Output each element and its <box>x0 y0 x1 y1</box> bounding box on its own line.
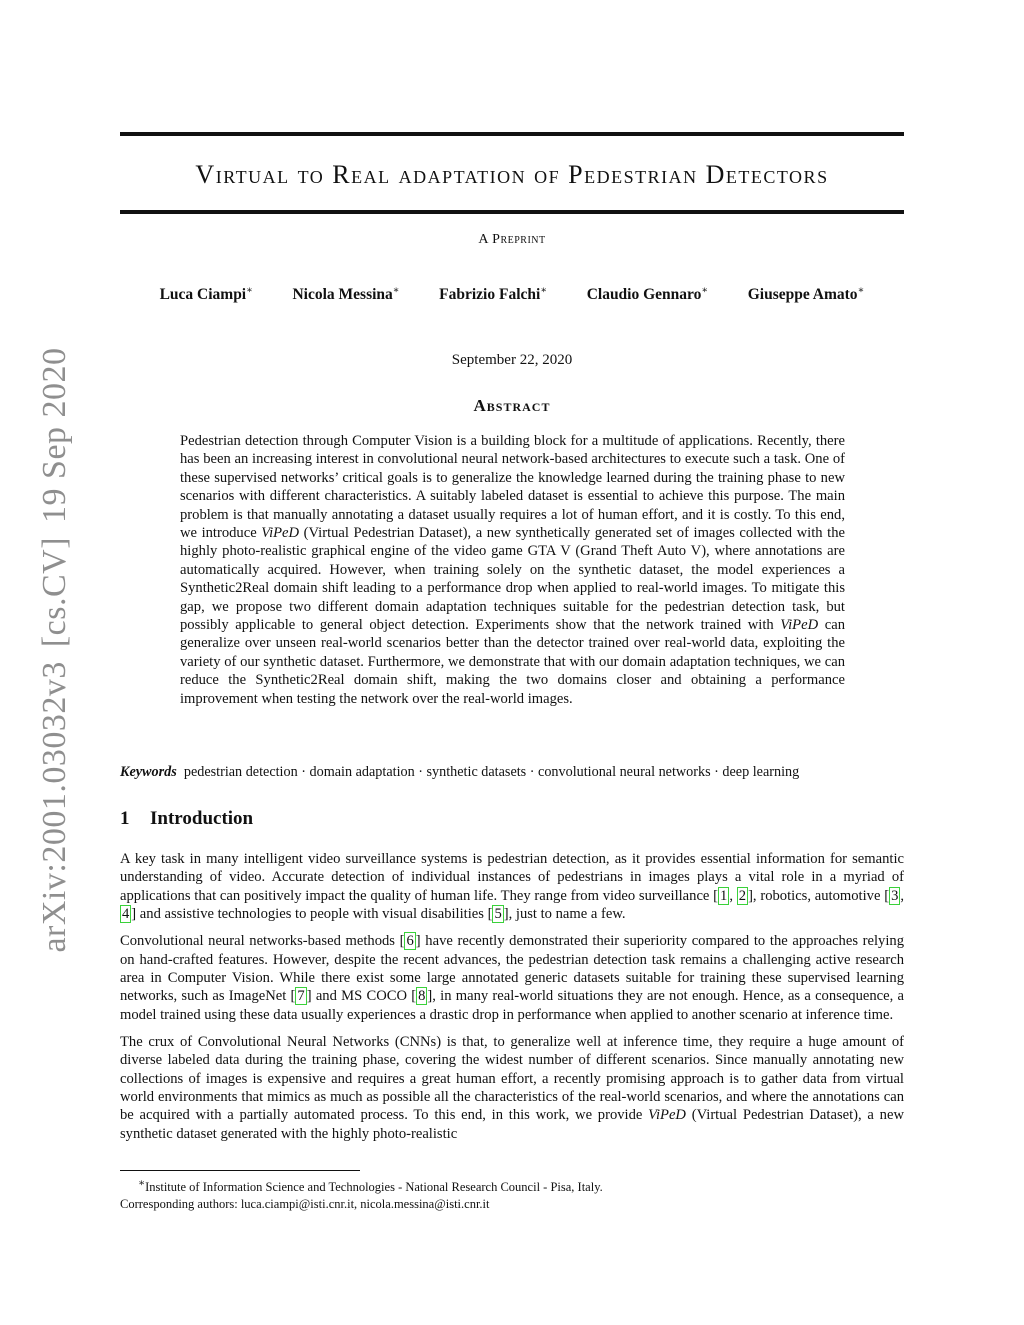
citation-link[interactable]: 1 <box>720 887 728 904</box>
author: Luca Ciampi∗ <box>159 285 253 304</box>
arxiv-date: 19 Sep 2020 <box>36 347 73 523</box>
arxiv-id: arXiv:2001.03032v3 <box>36 661 73 953</box>
footnote-rule <box>120 1170 360 1171</box>
preprint-label: A Preprint <box>478 232 546 247</box>
publication-date: September 22, 2020 <box>451 352 573 368</box>
citation-link[interactable]: 2 <box>738 887 747 904</box>
section-heading <box>120 808 253 830</box>
section-body <box>120 850 904 1152</box>
citation-link[interactable]: 6 <box>406 933 414 950</box>
footnote-affiliation: ∗Institute of Information Science and Technologies - National Research Council - Pisa, Italy. <box>138 1178 603 1195</box>
paper-title: Virtual to Real adaptation of Pedestrian Detectors <box>195 160 829 189</box>
section-number: 1 <box>120 808 130 829</box>
section-title: Introduction <box>150 808 254 829</box>
paragraph: A key task in many intelligent video surveillance systems is pedestrian detection, as it provides essential information for semantic understanding of video. Accurate detection of individual instances of pedestrians in images plays a vital role in a myriad of applications that can positively impact the quality of human life. They range from video surveillance [ 1 , 2 ], robotics, automotive [ 3 , 4 ] and assistive technologies to people with visual disabilities [ 5 ], just to name a few. <box>120 851 905 923</box>
citation-link[interactable]: 8 <box>418 988 426 1005</box>
paragraph: Convolutional neural networks-based methods [ 6 ] have recently demonstrated their superiority compared to the approaches relying on hand-crafted features. However, despite the recent advances, the pedestrian detection task remains a challenging active research area in Computer Vision. While there exist some large annotated generic datasets suitable for training these supervised learning networks, such as ImageNet [ 7 ] and MS COCO [ 8 ], in many real-world situations they are not enough. Hence, as a consequence, a model trained using these data usually experiences a drastic drop in performance when applied to another scenario at inference time. <box>120 933 904 1023</box>
citation-link[interactable]: 7 <box>297 988 305 1005</box>
keywords-line <box>120 764 904 781</box>
citation-link[interactable]: 5 <box>494 906 502 923</box>
title-bottom-rule <box>120 210 904 214</box>
author: Claudio Gennaro∗ <box>586 285 709 304</box>
abstract-text: Pedestrian detection through Computer Vision is a building block for a multitude of applications. Recently, there has been an increasing interest in convolutional neural network-based architectures to execute such a task. One of these supervised networks’ critical goals is to generalize the knowledge learned during the training phase to new scenarios with different characteristics. A suitably labeled dataset is essential to achieve this purpose. The main problem is that manually annotating a dataset usually requires a lot of human effort, and it is costly. To this end, we introduce ViPeD (Virtual Pedestrian Dataset), a new synthetically generated set of images collected with the highly photo-realistic graphical engine of the video game GTA V (Grand Theft Auto V), where annotations are automatically acquired. However, when training solely on the synthetic dataset, the model experiences a Synthetic2Real domain shift leading to a performance drop when applied to real-world images. To mitigate this gap, we propose two different domain adaptation techniques suitable for the pedestrian detection task, but possibly applicable to general object detection. Experiments show that the network trained with ViPeD can generalize over unseen real-world scenarios better than the detector trained over real-world data, exploiting the variety of our synthetic dataset. Furthermore, we demonstrate that with our domain adaptation techniques, we can reduce the Synthetic2Real domain shift, making the two domains closer and obtaining a performance improvement when testing the network over the real-world images. <box>180 433 845 707</box>
abstract-heading: Abstract <box>473 396 551 415</box>
author: Giuseppe Amato∗ <box>747 285 865 304</box>
author: Nicola Messina∗ <box>292 285 400 304</box>
arxiv-category: [cs.CV] <box>36 536 73 648</box>
title-top-rule <box>120 132 904 136</box>
keywords-list: pedestrian detection · domain adaptation · synthetic datasets · convolutional neural networks · deep learning <box>183 764 800 780</box>
footnote-corresponding-authors: Corresponding authors: luca.ciampi@isti.cnr.it, nicola.messina@isti.cnr.it <box>120 1197 490 1212</box>
author: Fabrizio Falchi∗ <box>439 285 548 304</box>
citation-link[interactable]: 3 <box>891 887 899 904</box>
arxiv-sidebar-stamp <box>36 347 74 952</box>
citation-link[interactable]: 4 <box>122 906 130 923</box>
keywords-label: Keywords <box>120 764 177 780</box>
paragraph: The crux of Convolutional Neural Networks (CNNs) is that, to generalize well at inference time, they require a huge amount of diverse labeled data during the training phase, covering the widest number of different scenarios. Since manually annotating new collections of images is expensive and requires a great human effort, a recently promising approach is to gather data from virtual world environments that mimics as much as possible all the characteristics of the real-world scenarios, and where the annotations can be acquired with a partially automated process. To this end, in this work, we provide ViPeD (Virtual Pedestrian Dataset), a new synthetic dataset generated with the highly photo-realistic <box>120 1033 904 1142</box>
footnote <box>120 1175 904 1213</box>
author-list <box>120 285 904 304</box>
